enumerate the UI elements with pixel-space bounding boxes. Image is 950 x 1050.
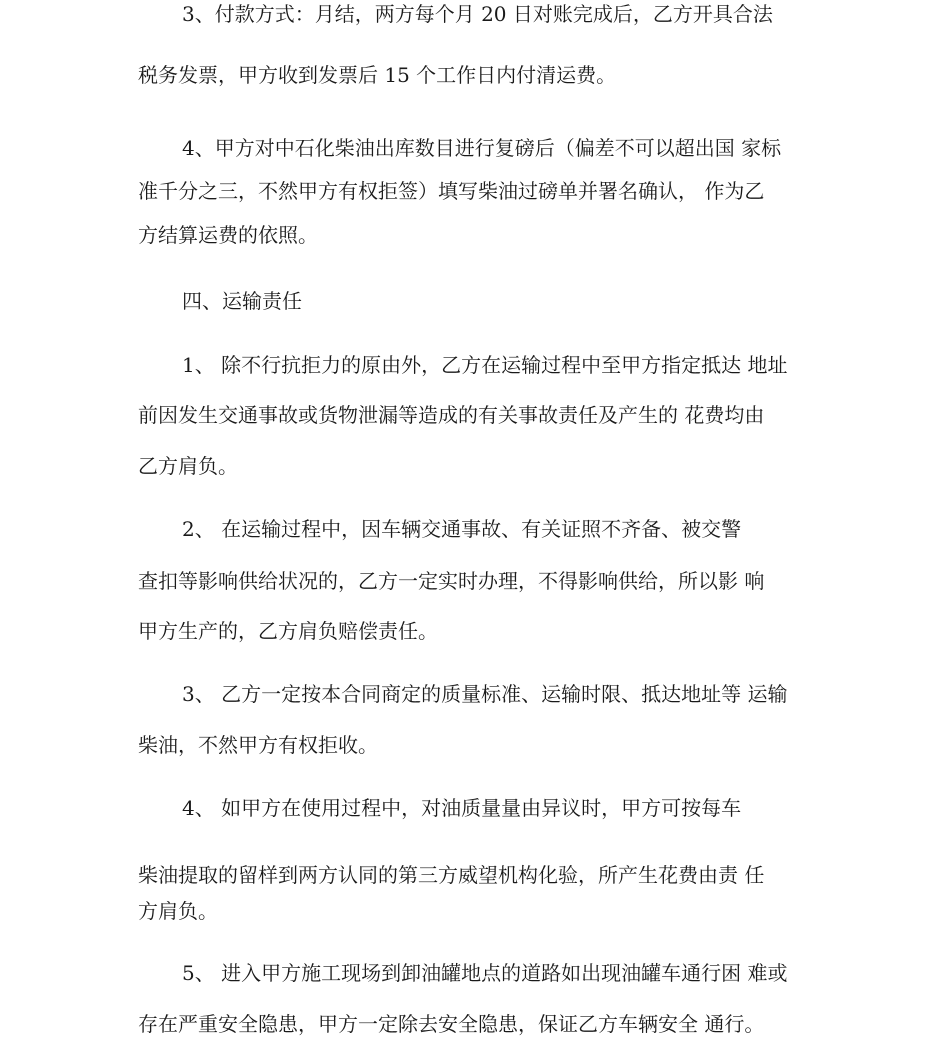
responsibility-3-line-2: 柴油，不然甲方有权拒收。: [138, 733, 378, 757]
responsibility-2-line-3: 甲方生产的，乙方肩负赔偿责任。: [138, 619, 438, 643]
responsibility-4-line-1: 4、 如甲方在使用过程中，对油质量量由异议时，甲方可按每车: [182, 796, 742, 820]
responsibility-4-line-3: 方肩负。: [138, 899, 218, 923]
responsibility-5-line-1: 5、 进入甲方施工现场到卸油罐地点的道路如出现油罐车通行困 难或: [182, 961, 788, 985]
responsibility-4-line-2: 柴油提取的留样到两方认同的第三方威望机构化验，所产生花费由责 任: [138, 863, 765, 887]
clause-4-weighing-line-1: 4、甲方对中石化柴油出库数目进行复磅后（偏差不可以超出国 家标: [182, 136, 782, 160]
clause-3-payment-line-1: 3、付款方式：月结，两方每个月 20 日对账完成后，乙方开具合法: [182, 2, 773, 26]
responsibility-1-line-3: 乙方肩负。: [138, 454, 238, 478]
responsibility-1-line-1: 1、 除不行抗拒力的原由外，乙方在运输过程中至甲方指定抵达 地址: [182, 353, 788, 377]
responsibility-5-line-2: 存在严重安全隐患，甲方一定除去安全隐患，保证乙方车辆安全 通行。: [138, 1012, 765, 1036]
responsibility-3-line-1: 3、 乙方一定按本合同商定的质量标准、运输时限、抵达地址等 运输: [182, 682, 788, 706]
responsibility-2-line-1: 2、 在运输过程中，因车辆交通事故、有关证照不齐备、被交警: [182, 517, 742, 541]
clause-3-payment-line-2: 税务发票，甲方收到发票后 15 个工作日内付清运费。: [138, 63, 617, 87]
section-heading-transport-responsibility: 四、运输责任: [182, 289, 302, 313]
responsibility-1-line-2: 前因发生交通事故或货物泄漏等造成的有关事故责任及产生的 花费均由: [138, 403, 765, 427]
responsibility-2-line-2: 查扣等影响供给状况的，乙方一定实时办理，不得影响供给，所以影 响: [138, 569, 765, 593]
clause-4-weighing-line-2: 准千分之三，不然甲方有权拒签）填写柴油过磅单并署名确认， 作为乙: [138, 179, 765, 203]
clause-4-weighing-line-3: 方结算运费的依照。: [138, 223, 318, 247]
